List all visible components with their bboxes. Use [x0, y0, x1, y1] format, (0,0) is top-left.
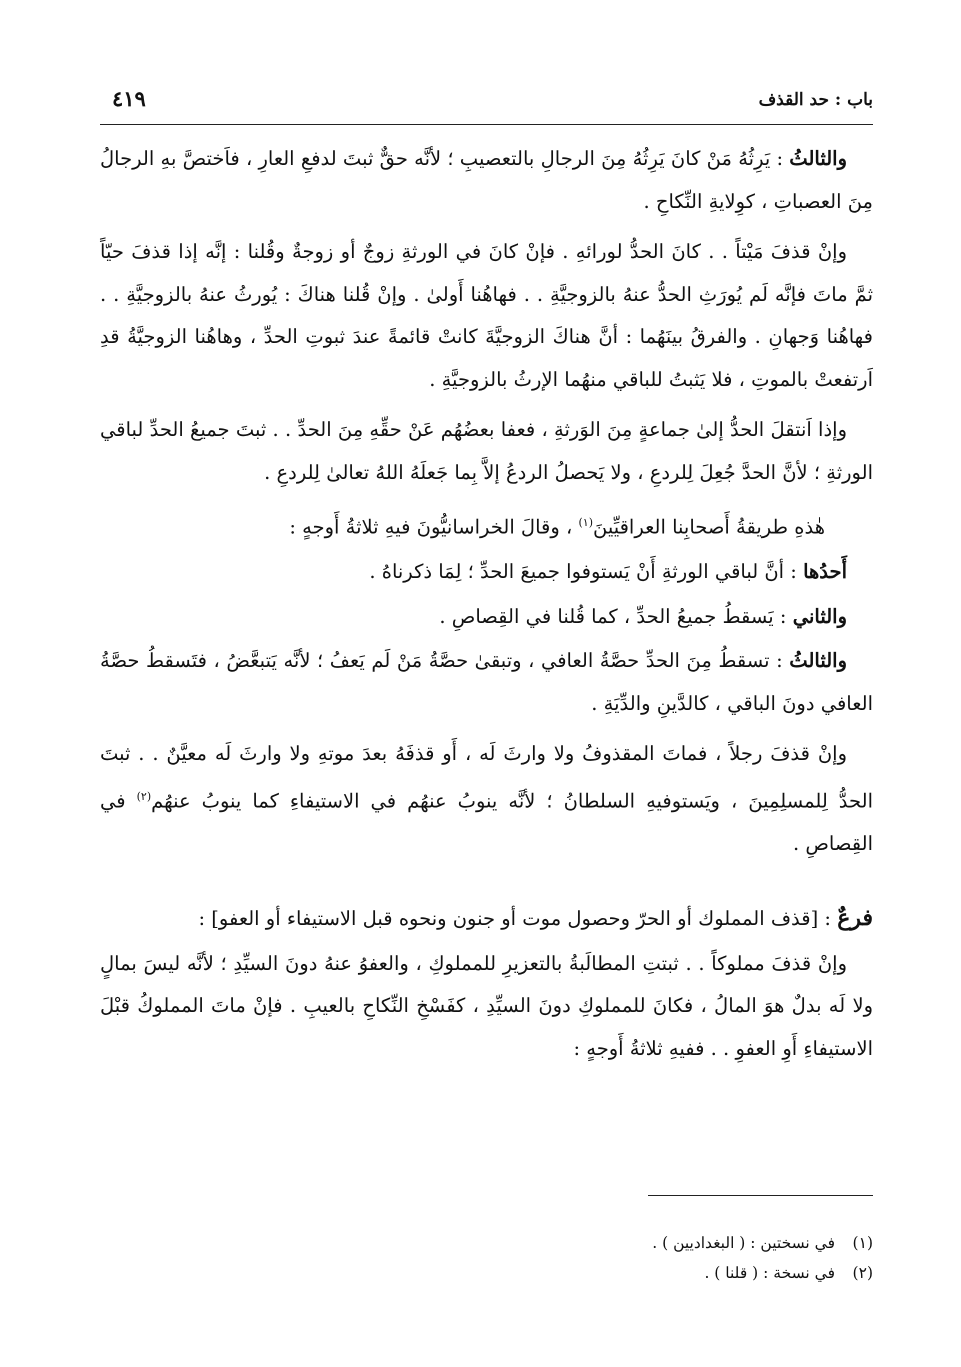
paragraph-lead: والثالثُ	[789, 649, 847, 672]
paragraph-text: وإنْ قذفَ مملوكاً . . ثبتتِ المطالَبةُ بالتعزيرِ للمملوكِ ، والعفوُ عنهُ دونَ السيِّدِ ؛ لأنَّه ليسَ بمالٍ ولا لَه بدلٌ هوَ المالُ ، فكانَ للمملوكِ دونَ السيِّدِ ، كفَسْخِ النِّكاحِ بالعيبِ . فإنْ ماتَ المملوكُ قبْلَ الاستيفاءِ أَوِ العفوِ . . ففيهِ ثلاثةُ أَوجهٍ :	[100, 951, 873, 1060]
section-gap	[100, 873, 873, 897]
paragraph-text: هٰذهِ طريقةُ أَصحابِنا العراقيِّينَ	[593, 515, 825, 539]
paragraph-text: : يَسقطُ جميعُ الحدِّ ، كما قُلنا في القِصاصِ .	[439, 604, 793, 628]
paragraph-text: : تسقطُ مِنَ الحدِّ حصَّةُ العافي ، وتبقىٰ حصَّةُ مَنْ لَم يَعفُ ؛ لأنَّه يَتبعَّضُ ، فتَسقطُ حصَّةُ العافي دونَ الباقي ، كالدَّينِ والدِّيَةِ .	[100, 649, 873, 715]
footnotes	[100, 1228, 873, 1288]
paragraph-5	[100, 551, 873, 594]
paragraph-text-cont: ، وقالَ الخراسانيُّونَ فيهِ ثلاثةُ أَوجهٍ :	[289, 515, 579, 539]
page-number: ٤١٩	[112, 86, 146, 111]
paragraph-text: وإنْ قذفَ مَيْتاً . . كانَ الحدُّ لورائهِ . فإنْ كانَ في الورثةِ زوجٌ أو زوجةٌ وقُلنا : إنَّه إذا قذفَ حيّاً ثمَّ ماتَ فإنَّه لَم يُورَثِ الحدُّ عنهُ بالزوجيَّةِ . . فهاهُنا أَولىٰ . وإنْ قُلنا هناكَ : يُورثُ عنهُ بالزوجيَّةِ . . فهاهُنا وَجهانِ . والفرقُ بينَهُما : أنَّ هناكَ الزوجيَّةَ كانتْ قائمةً عندَ ثبوتِ الحدِّ ، وهاهُنا الزوجيَّةُ قدِ اَرتفعتْ بالموتِ ، فلا يَثبتُ للباقي منهُما الإرثُ بالزوجيَّةِ .	[100, 240, 873, 391]
footnote-1	[100, 1228, 873, 1258]
paragraph-8	[100, 733, 873, 865]
paragraph-4	[100, 502, 873, 549]
footnote-number: (١)	[852, 1234, 873, 1252]
paragraph-7	[100, 640, 873, 725]
header-divider	[100, 124, 873, 125]
paragraph-2	[100, 231, 873, 401]
footnote-text: في نسخة : ( قلنا ) .	[704, 1264, 835, 1282]
paragraph-text: : أنَّ لباقي الورثةِ أَنْ يَستوفوا جميعَ الحدِّ ؛ لِمَا ذكرناهُ .	[369, 560, 804, 583]
paragraph-lead: والثالثُ	[789, 147, 847, 170]
footnote-text: في نسختين : ( البغداديين ) .	[652, 1234, 835, 1252]
body-text	[100, 138, 873, 1078]
paragraph-1	[100, 138, 873, 223]
footnote-number: (٢)	[852, 1264, 873, 1282]
paragraph-text: وإنْ قذفَ رجلاً ، فماتَ المقذوفُ ولا وارثَ لَه ، أَو قذفَهُ بعدَ موتهِ ولا وارثَ لَه معيَّنٌ . . ثبتَ الحدُّ لِلمسلِمِينَ ، ويَستوفيهِ السلطانُ ؛ لأنَّه ينوبُ عنهُم في الاستيفاءِ كما ينوبُ عنهُم	[100, 742, 873, 812]
paragraph-text: : يَرِثُهُ مَنْ كانَ يَرِثُهُ مِنَ الرجالِ بالتعصيبِ ؛ لأنَّه حقٌّ ثبتَ لدفعِ العارِ ، فاَختصَّ بهِ الرجالُ مِنَ العصباتِ ، كوِلايةِ النِّكاحِ .	[100, 147, 873, 213]
paragraph-text: : [قذف المملوك أو الحرّ وحصول موت أو جنون ونحوه قبل الاستيفاء أو العفو] :	[198, 907, 838, 930]
footnote-2	[100, 1258, 873, 1288]
paragraph-lead: والثاني	[792, 604, 847, 628]
running-header-title: باب : حد القذف	[758, 90, 873, 110]
paragraph-lead: أَحدُها	[803, 560, 847, 583]
paragraph-text-cont: في القِصاصِ .	[100, 789, 873, 855]
footnote-marker: (٢)	[136, 789, 152, 803]
paragraph-text: وإذا اَنتقلَ الحدُّ إلىٰ جماعةٍ مِنَ الوَرثةِ ، فعفا بعضُهُم عَنْ حقِّهِ مِنَ الحدِّ . . ثبتَ جميعُ الحدِّ لباقي الورثةِ ؛ لأنَّ الحدَّ جُعِلَ لِلردعِ ، ولا يَحصلُ الردعُ إلاَّ بِما جَعلَهُ اللهُ تعالىٰ لِلردعِ .	[100, 418, 873, 484]
footnote-divider	[648, 1195, 873, 1196]
paragraph-6	[100, 596, 873, 639]
paragraph-3	[100, 409, 873, 494]
paragraph-9	[100, 943, 873, 1071]
section-heading	[100, 897, 873, 941]
footnote-marker: (١)	[578, 516, 593, 529]
paragraph-lead: فرعٌ	[837, 905, 873, 931]
